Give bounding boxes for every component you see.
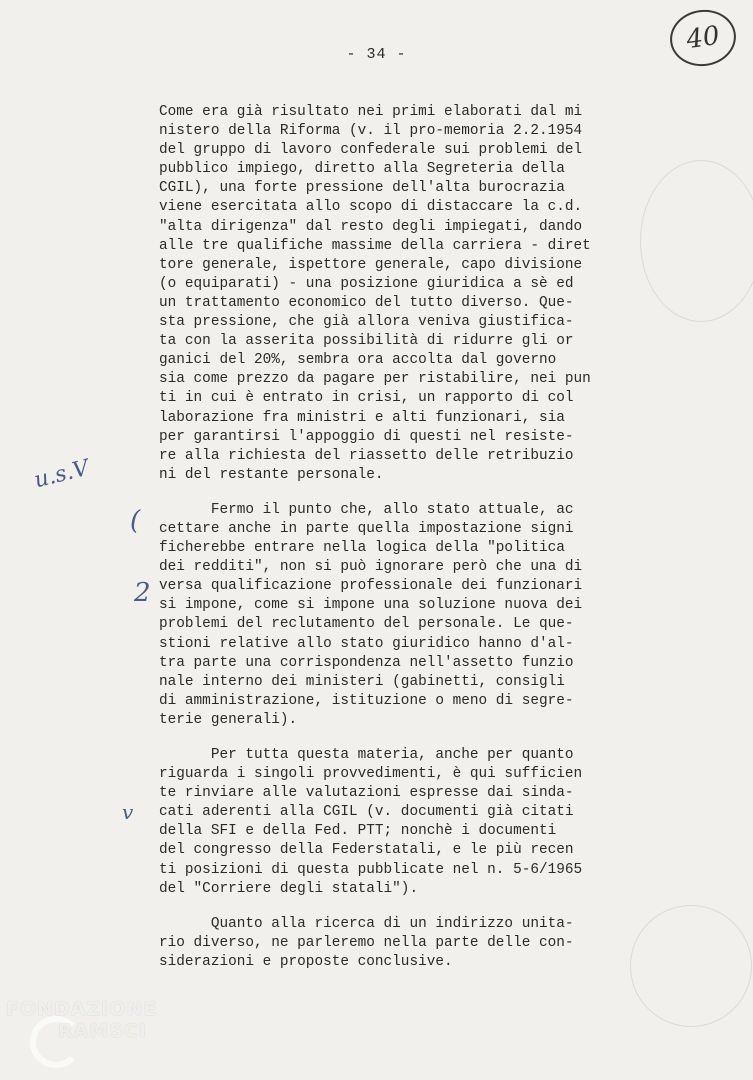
archive-stamp: 40 <box>666 6 739 71</box>
text-line: terie generali). <box>159 711 298 728</box>
text-line: (o equiparati) - una posizione giuridica a sè ed <box>159 275 574 292</box>
text-line: ganici del 20%, sembra ora accolta dal governo <box>159 352 557 369</box>
watermark-line-1: FONDAZIONE <box>6 998 158 1020</box>
watermark-logo <box>6 998 157 1042</box>
text-line: nistero della Riforma (v. il pro-memoria 2.2.1954 <box>159 123 583 140</box>
text-line: del "Corriere degli statali"). <box>159 880 419 897</box>
text-line: siderazioni e proposte conclusive. <box>159 953 453 970</box>
text-line: si impone, come si impone una soluzione nuova dei <box>159 597 583 614</box>
text-line: rio diverso, ne parleremo nella parte delle con- <box>159 934 574 951</box>
text-line: viene esercitata allo scopo di distaccare la c.d. <box>159 199 583 216</box>
text-line: tra parte una corrispondenza nell'assetto funzio <box>159 654 574 671</box>
text-line: ta con la asserita possibilità di ridurre gli or <box>159 333 574 350</box>
text-line: nale interno dei ministeri (gabinetti, consigli <box>159 673 565 690</box>
text-line: per garantirsi l'appoggio di questi nel resiste- <box>159 428 574 445</box>
paragraph-1 <box>159 103 629 485</box>
margin-note-usv: u.s.V <box>31 455 92 494</box>
text-line: alle tre qualifiche massime della carriera - diret <box>159 237 591 254</box>
page-number: - 34 - <box>346 46 407 63</box>
text-line: Come era già risultato nei primi elaborati dal mi <box>159 104 583 120</box>
text-line: Quanto alla ricerca di un indirizzo unita- <box>159 915 574 932</box>
text-line: pubblico impiego, diretto alla Segreteria della <box>159 161 565 178</box>
text-line: dei redditi", non si può ignorare però che una di <box>159 559 583 576</box>
text-line: re alla richiesta del riassetto delle retribuzio <box>159 447 574 464</box>
text-line: te rinviare alle valutazioni espresse dai sinda- <box>159 785 574 802</box>
margin-note-check: v <box>122 800 134 824</box>
text-line: ti posizioni di questa pubblicate nel n. 5-6/1965 <box>159 861 583 878</box>
margin-note-two: 2 <box>134 578 151 608</box>
document-body <box>159 103 629 988</box>
paragraph-2 <box>159 501 629 730</box>
text-line: versa qualificazione professionale dei funzionari <box>159 578 583 595</box>
text-line: sta pressione, che già allora veniva giustifica- <box>159 314 574 331</box>
text-line: tore generale, ispettore generale, capo divisione <box>159 256 583 273</box>
text-line: laborazione fra ministri e alti funzionari, sia <box>159 409 565 426</box>
text-line: sia come prezzo da pagare per ristabilire, nei pun <box>159 371 591 388</box>
faded-seal-top <box>640 160 753 322</box>
text-line: di amministrazione, istituzione o meno di segre- <box>159 692 574 709</box>
faded-seal-bottom <box>630 905 752 1027</box>
watermark-line-2: RAMSCI <box>58 1020 147 1042</box>
text-line: ni del restante personale. <box>159 466 384 483</box>
text-line: stioni relative allo stato giuridico hanno d'al- <box>159 635 574 652</box>
text-line: Per tutta questa materia, anche per quanto <box>159 747 574 763</box>
text-line: del gruppo di lavoro confederale sui problemi del <box>159 142 583 159</box>
text-line: ficherebbe entrare nella logica della "politica <box>159 540 565 557</box>
text-line: un trattamento economico del tutto diverso. Que- <box>159 294 574 311</box>
text-line: della SFI e della Fed. PTT; nonchè i documenti <box>159 823 557 840</box>
text-line: ti in cui è entrato in crisi, un rapporto di col <box>159 390 574 407</box>
paragraph-3 <box>159 746 629 899</box>
text-line: del congresso della Federstatali, e le più recen <box>159 842 574 859</box>
text-line: cati aderenti alla CGIL (v. documenti già citati <box>159 804 574 821</box>
text-line: "alta dirigenza" dal resto degli impiegati, dando <box>159 218 583 235</box>
text-line: problemi del reclutamento del personale. Le que- <box>159 616 574 633</box>
text-line: cettare anche in parte quella impostazione signi <box>159 520 574 537</box>
text-line: Fermo il punto che, allo stato attuale, ac <box>159 501 574 518</box>
text-line: riguarda i singoli provvedimenti, è qui sufficien <box>159 766 583 783</box>
margin-note-bracket: ( <box>130 506 141 536</box>
text-line: CGIL), una forte pressione dell'alta burocrazia <box>159 180 565 197</box>
paragraph-4 <box>159 915 629 972</box>
